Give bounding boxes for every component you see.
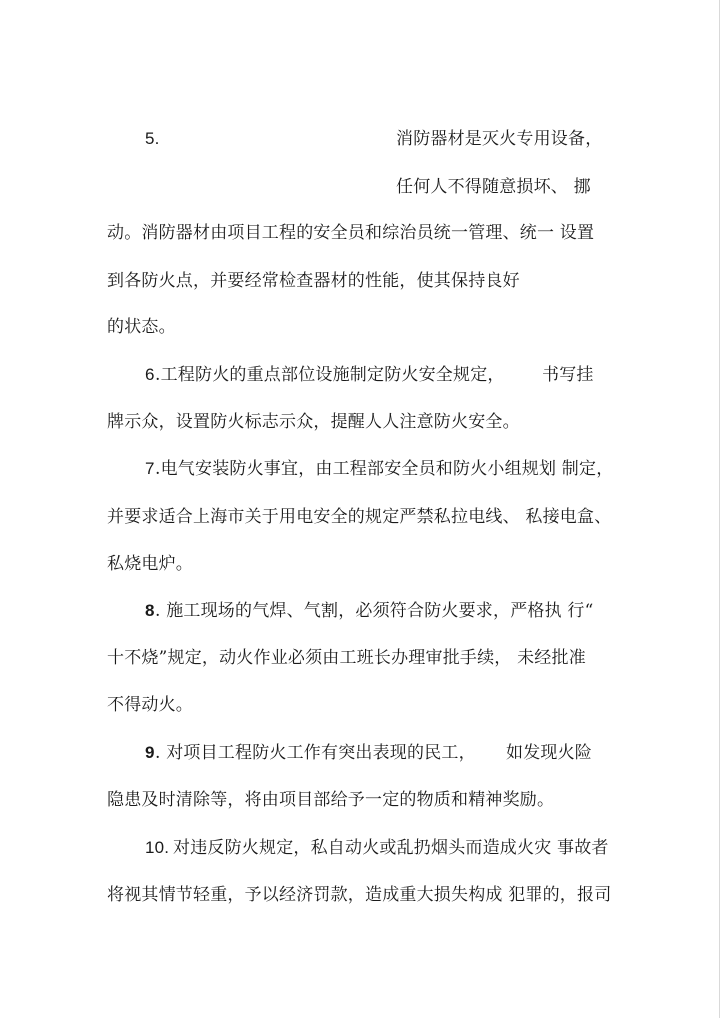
- p10-line-2: 将视其情节轻重，予以经济罚款，造成重大损失构成 犯罪的，报司: [107, 885, 612, 905]
- p5-line-2: 任何人不得随意损坏、 挪: [396, 177, 591, 197]
- item-number-10: 10.: [145, 838, 170, 857]
- item-number-5: 5.: [145, 129, 160, 148]
- p7-line-2: 并要求适合上海市关于用电安全的规定严禁私拉电线、 私接电盒、: [107, 507, 612, 527]
- p6-line-1a: .工程防火的重点部位设施制定防火安全规定，: [155, 365, 505, 385]
- p8-line-2: 十不烧”规定，动火作业必须由工班长办理审批手续， 未经批准: [107, 648, 586, 668]
- p8-line-3: 不得动火。: [107, 695, 193, 715]
- item-number-8: 8: [145, 601, 155, 620]
- p6-line-2: 牌示众，设置防火标志示众，提醒人人注意防火安全。: [107, 412, 520, 432]
- p9-line-1b: 如发现火险: [506, 743, 592, 763]
- p9-line-2: 隐患及时清除等，将由项目部给予一定的物质和精神奖励。: [107, 790, 555, 810]
- p10-line-1: 对违反防火规定，私自动火或乱扔烟头而造成火灾 事故者: [173, 838, 609, 858]
- p9-line-1a: . 对项目工程防火工作有突出表现的民工，: [155, 743, 476, 763]
- p6-line-1b: 书写挂: [542, 365, 594, 385]
- p7-line-3: 私烧电炉。: [107, 554, 193, 574]
- p5-line-5: 的状态。: [107, 317, 176, 337]
- p8-line-1: . 施工现场的气焊、气割，必须符合防火要求，严格执 行“: [155, 601, 594, 621]
- item-number-9: 9: [145, 743, 155, 762]
- p7-line-1: .电气安装防火事宜，由工程部安全员和防火小组规划 制定，: [155, 459, 614, 479]
- item-number-6: 6: [145, 365, 155, 384]
- item-number-7: 7: [145, 459, 155, 478]
- p5-line-3: 动。消防器材由项目工程的安全员和综治员统一管理、统一 设置: [107, 223, 595, 243]
- p5-line-4: 到各防火点，并要经常检查器材的性能，使其保持良好: [107, 271, 520, 291]
- p5-line-1: 消防器材是灭火专用设备，: [396, 129, 603, 149]
